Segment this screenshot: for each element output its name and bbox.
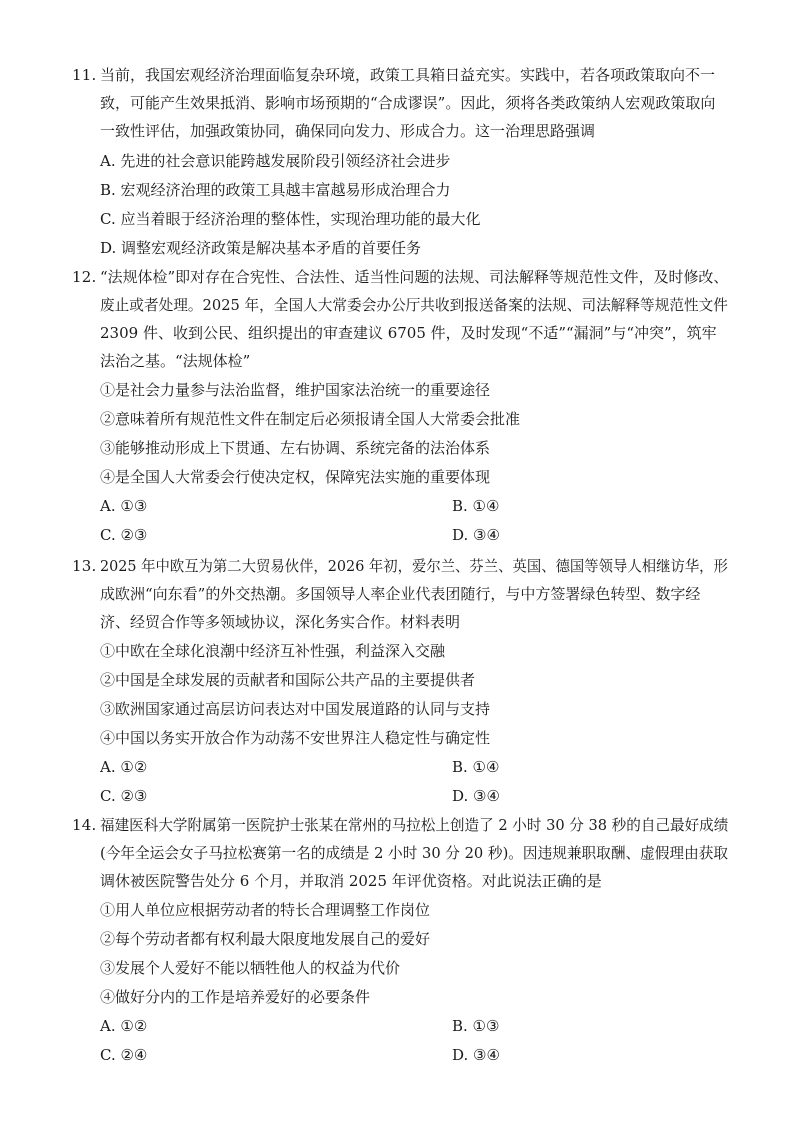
- question-stem-line: (今年全运会女子马拉松赛第一名的成绩是 2 小时 30 分 20 秒)。因违规兼职取酬、虚假理由获取: [100, 844, 729, 862]
- statement-3: ③能够推动形成上下贯通、左右协调、系统完备的法治体系: [100, 439, 491, 457]
- question-stem-line: 法治之基。“法规体检”: [100, 352, 251, 370]
- question-number: 13.: [72, 557, 97, 575]
- statement-2: ②每个劳动者都有权利最大限度地发展自己的爱好: [100, 930, 431, 948]
- choice-c: C. ②③: [100, 526, 148, 544]
- question-stem-line: 福建医科大学附属第一医院护士张某在常州的马拉松上创造了 2 小时 30 分 38 秒的自己最好成绩: [100, 816, 729, 834]
- question-number: 11.: [72, 66, 97, 84]
- choice-c: C. ②④: [100, 1046, 148, 1064]
- choice-c: C. ②③: [100, 787, 148, 805]
- question-stem-line: 成欧洲“向东看”的外交热潮。多国领导人率企业代表团随行，与中方签署绿色转型、数字经: [100, 585, 701, 603]
- statement-3: ③欧洲国家通过高层访问表达对中国发展道路的认同与支持: [100, 700, 491, 718]
- question-number: 12.: [72, 268, 97, 286]
- choice-a: A. ①②: [100, 758, 148, 776]
- statement-4: ④中国以务实开放合作为动荡不安世界注人稳定性与确定性: [100, 729, 491, 747]
- choice-d: D. ③④: [452, 787, 500, 805]
- choice-b: B. ①③: [452, 1017, 500, 1035]
- question-stem-line: 济、经贸合作等多领域协议，深化务实合作。材料表明: [100, 613, 461, 631]
- option-b: B. 宏观经济治理的政策工具越丰富越易形成治理合力: [100, 181, 451, 199]
- question-stem-line: 一致性评估，加强政策协同，确保同向发力、形成合力。这一治理思路强调: [100, 122, 596, 140]
- choice-b: B. ①④: [452, 497, 500, 515]
- statement-2: ②意味着所有规范性文件在制定后必须报请全国人大常委会批准: [100, 410, 521, 428]
- question-stem-line: “法规体检”即对存在合宪性、合法性、适当性问题的法规、司法解释等规范性文件，及时修改、: [100, 268, 729, 286]
- choice-a: A. ①③: [100, 497, 148, 515]
- statement-2: ②中国是全球发展的贡献者和国际公共产品的主要提供者: [100, 671, 476, 689]
- question-stem-line: 2025 年中欧互为第二大贸易伙伴，2026 年初，爱尔兰、芬兰、英国、德国等领导人相继访华，形: [100, 557, 728, 575]
- question-stem-line: 致，可能产生效果抵消、影响市场预期的“合成谬误”。因此，须将各类政策纳人宏观政策取向: [100, 94, 716, 112]
- question-stem-line: 调休被医院警告处分 6 个月，并取消 2025 年评优资格。对此说法正确的是: [100, 872, 602, 890]
- option-c: C. 应当着眼于经济治理的整体性，实现治理功能的最大化: [100, 210, 481, 228]
- question-number: 14.: [72, 816, 97, 834]
- question-stem-line: 废止或者处理。2025 年，全国人大常委会办公厅共收到报送备案的法规、司法解释等规范性文件: [100, 296, 728, 314]
- choice-d: D. ③④: [452, 1046, 500, 1064]
- question-stem-line: 当前，我国宏观经济治理面临复杂环境，政策工具箱日益充实。实践中，若各项政策取向不一: [100, 66, 716, 84]
- choice-b: B. ①④: [452, 758, 500, 776]
- statement-1: ①中欧在全球化浪潮中经济互补性强，利益深入交融: [100, 642, 446, 660]
- statement-3: ③发展个人爱好不能以牺牲他人的权益为代价: [100, 959, 401, 977]
- statement-4: ④做好分内的工作是培养爱好的必要条件: [100, 988, 371, 1006]
- option-d: D. 调整宏观经济政策是解决基本矛盾的首要任务: [100, 239, 422, 257]
- choice-a: A. ①②: [100, 1017, 148, 1035]
- question-stem-line: 2309 件、收到公民、组织提出的审查建议 6705 件，及时发现“不适”“漏洞”与“冲突”，筑牢: [100, 324, 717, 342]
- option-a: A. 先进的社会意识能跨越发展阶段引领经济社会进步: [100, 152, 451, 170]
- statement-1: ①是社会力量参与法治监督，维护国家法治统一的重要途径: [100, 381, 491, 399]
- choice-d: D. ③④: [452, 526, 500, 544]
- statement-1: ①用人单位应根据劳动者的特长合理调整工作岗位: [100, 901, 431, 919]
- statement-4: ④是全国人大常委会行使决定权，保障宪法实施的重要体现: [100, 468, 491, 486]
